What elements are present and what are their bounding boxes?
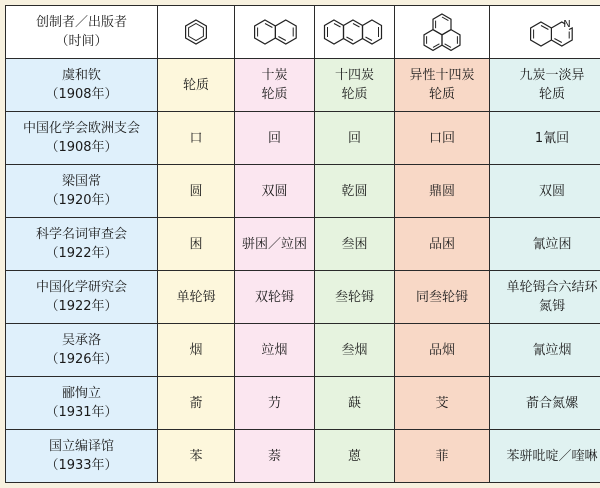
quinoline-term-cell <box>490 112 600 165</box>
header-time-label: （时间） <box>55 34 108 49</box>
creator-year: （1933年） <box>45 458 118 473</box>
benzene-term-cell <box>158 165 235 218</box>
term-text: 异性十四炭 <box>409 68 475 83</box>
naphthalene-term-cell <box>235 112 315 165</box>
table-row <box>6 377 600 430</box>
table-row <box>6 430 600 483</box>
table-row <box>6 112 600 165</box>
term-text: 轮质 <box>428 87 455 102</box>
creator-cell <box>6 165 158 218</box>
benzene-term-cell <box>158 324 235 377</box>
anthracene-term-cell <box>315 377 395 430</box>
phenanthrene-icon <box>414 12 470 52</box>
creator-cell <box>6 59 158 112</box>
term-text: 圆 <box>189 183 203 199</box>
term-text: 叁困 <box>341 236 368 252</box>
term-text: 蒛 <box>347 395 361 411</box>
term-text: 氰竝困 <box>532 236 572 252</box>
creator-cell <box>6 324 158 377</box>
naphthalene-term-cell <box>235 271 315 324</box>
term-text: 竝烟 <box>261 342 288 358</box>
term-text: 口 <box>189 130 203 146</box>
header-phenanthrene-cell <box>395 6 490 59</box>
creator-name: 国立编译馆 <box>48 439 114 454</box>
header-benzene-cell <box>158 6 235 59</box>
term-text: 双圆 <box>538 183 565 199</box>
benzene-term-cell <box>158 218 235 271</box>
anthracene-term-cell <box>315 430 395 483</box>
term-text: 品困 <box>428 236 455 252</box>
phenanthrene-term-cell <box>395 377 490 430</box>
phenanthrene-term-cell <box>395 271 490 324</box>
anthracene-term-cell <box>315 324 395 377</box>
creator-name: 科学名词审查会 <box>35 227 127 242</box>
creator-cell <box>6 271 158 324</box>
benzene-term-cell <box>158 430 235 483</box>
term-text: 菲 <box>435 448 449 464</box>
creator-cell <box>6 112 158 165</box>
term-text: 回 <box>267 130 281 146</box>
term-text: 鼎圆 <box>428 183 455 199</box>
naphthalene-term-cell <box>235 59 315 112</box>
term-text: 萘 <box>267 448 281 464</box>
term-text: 1氰回 <box>534 130 570 146</box>
term-text: 乾圆 <box>341 183 368 199</box>
header-quinoline-cell <box>490 6 600 59</box>
term-text: 萮合氮嫘 <box>525 395 578 411</box>
benzene-term-cell <box>158 377 235 430</box>
term-text: 九炭一淡异 <box>519 68 585 83</box>
creator-cell <box>6 430 158 483</box>
creator-name: 中国化学研究会 <box>35 280 127 295</box>
benzene-term-cell <box>158 271 235 324</box>
term-text: 口回 <box>428 130 455 146</box>
term-text: 叁烟 <box>341 342 368 358</box>
quinoline-icon <box>527 14 577 50</box>
term-text: 苯 <box>189 448 203 464</box>
table-row <box>6 271 600 324</box>
term-text: 单轮𬭁 <box>176 289 216 305</box>
creator-cell <box>6 377 158 430</box>
quinoline-term-cell <box>490 165 600 218</box>
header-creator-label: 创制者／出版者 <box>35 15 127 30</box>
creator-year: （1908年） <box>45 140 118 155</box>
nomenclature-table <box>5 5 600 483</box>
creator-name: 中国化学会欧洲支会 <box>22 121 140 136</box>
term-text: 氰竝烟 <box>532 342 572 358</box>
term-text: 轮质 <box>341 87 368 102</box>
term-text: 轮质 <box>538 87 565 102</box>
creator-year: （1908年） <box>45 87 118 102</box>
naphthalene-term-cell <box>235 377 315 430</box>
phenanthrene-term-cell <box>395 324 490 377</box>
anthracene-icon <box>322 17 388 47</box>
term-text: 回 <box>347 130 361 146</box>
table-row <box>6 218 600 271</box>
quinoline-term-cell <box>490 377 600 430</box>
term-text: 十炭 <box>261 68 288 83</box>
creator-year: （1922年） <box>45 246 118 261</box>
term-text: 萮 <box>189 395 203 411</box>
term-text: 烟 <box>189 342 203 358</box>
benzene-icon <box>181 17 211 47</box>
term-text: 十四炭 <box>334 68 374 83</box>
term-text: 双轮𬭁 <box>254 289 294 305</box>
creator-year: （1926年） <box>45 352 118 367</box>
phenanthrene-term-cell <box>395 430 490 483</box>
term-text: 骈困／竝困 <box>241 236 307 252</box>
term-text: 蒽 <box>347 448 361 464</box>
creator-name: 虞和钦 <box>61 68 101 83</box>
term-text: 苯骈吡啶／喹啉 <box>506 448 598 464</box>
term-text: 轮质 <box>182 77 209 93</box>
anthracene-term-cell <box>315 165 395 218</box>
creator-cell <box>6 218 158 271</box>
quinoline-term-cell <box>490 324 600 377</box>
creator-name: 郦恂立 <box>61 386 101 401</box>
quinoline-term-cell <box>490 218 600 271</box>
phenanthrene-term-cell <box>395 165 490 218</box>
phenanthrene-term-cell <box>395 59 490 112</box>
creator-name: 梁国常 <box>61 174 101 189</box>
anthracene-term-cell <box>315 271 395 324</box>
anthracene-term-cell <box>315 59 395 112</box>
term-text: 叁轮𬭁 <box>334 289 374 305</box>
header-naphthalene-cell <box>235 6 315 59</box>
header-creator-cell <box>6 6 158 59</box>
naphthalene-icon <box>252 17 298 47</box>
naphthalene-term-cell <box>235 324 315 377</box>
naphthalene-term-cell <box>235 165 315 218</box>
creator-year: （1920年） <box>45 193 118 208</box>
phenanthrene-term-cell <box>395 112 490 165</box>
quinoline-term-cell <box>490 271 600 324</box>
nomenclature-table-container <box>5 5 598 481</box>
quinoline-n-atom-label: N <box>563 19 571 30</box>
table-row <box>6 165 600 218</box>
benzene-term-cell <box>158 112 235 165</box>
term-text: 芠 <box>435 395 449 411</box>
anthracene-term-cell <box>315 218 395 271</box>
creator-year: （1922年） <box>45 299 118 314</box>
anthracene-term-cell <box>315 112 395 165</box>
benzene-term-cell <box>158 59 235 112</box>
term-text: 同叁轮𬭁 <box>415 289 468 305</box>
naphthalene-term-cell <box>235 430 315 483</box>
term-text: 品烟 <box>428 342 455 358</box>
table-row <box>6 324 600 377</box>
term-text: 芀 <box>267 395 281 411</box>
quinoline-term-cell <box>490 59 600 112</box>
term-text: 轮质 <box>261 87 288 102</box>
creator-year: （1931年） <box>45 405 118 420</box>
naphthalene-term-cell <box>235 218 315 271</box>
phenanthrene-term-cell <box>395 218 490 271</box>
term-text: 双圆 <box>261 183 288 199</box>
term-text: 困 <box>189 236 203 252</box>
quinoline-term-cell <box>490 430 600 483</box>
header-anthracene-cell <box>315 6 395 59</box>
creator-name: 吴承洛 <box>61 333 101 348</box>
header-row <box>6 6 600 59</box>
term-text: 单轮𬭁合六结环 <box>506 280 598 295</box>
table-row <box>6 59 600 112</box>
term-text: 氮𬭁 <box>538 299 565 314</box>
